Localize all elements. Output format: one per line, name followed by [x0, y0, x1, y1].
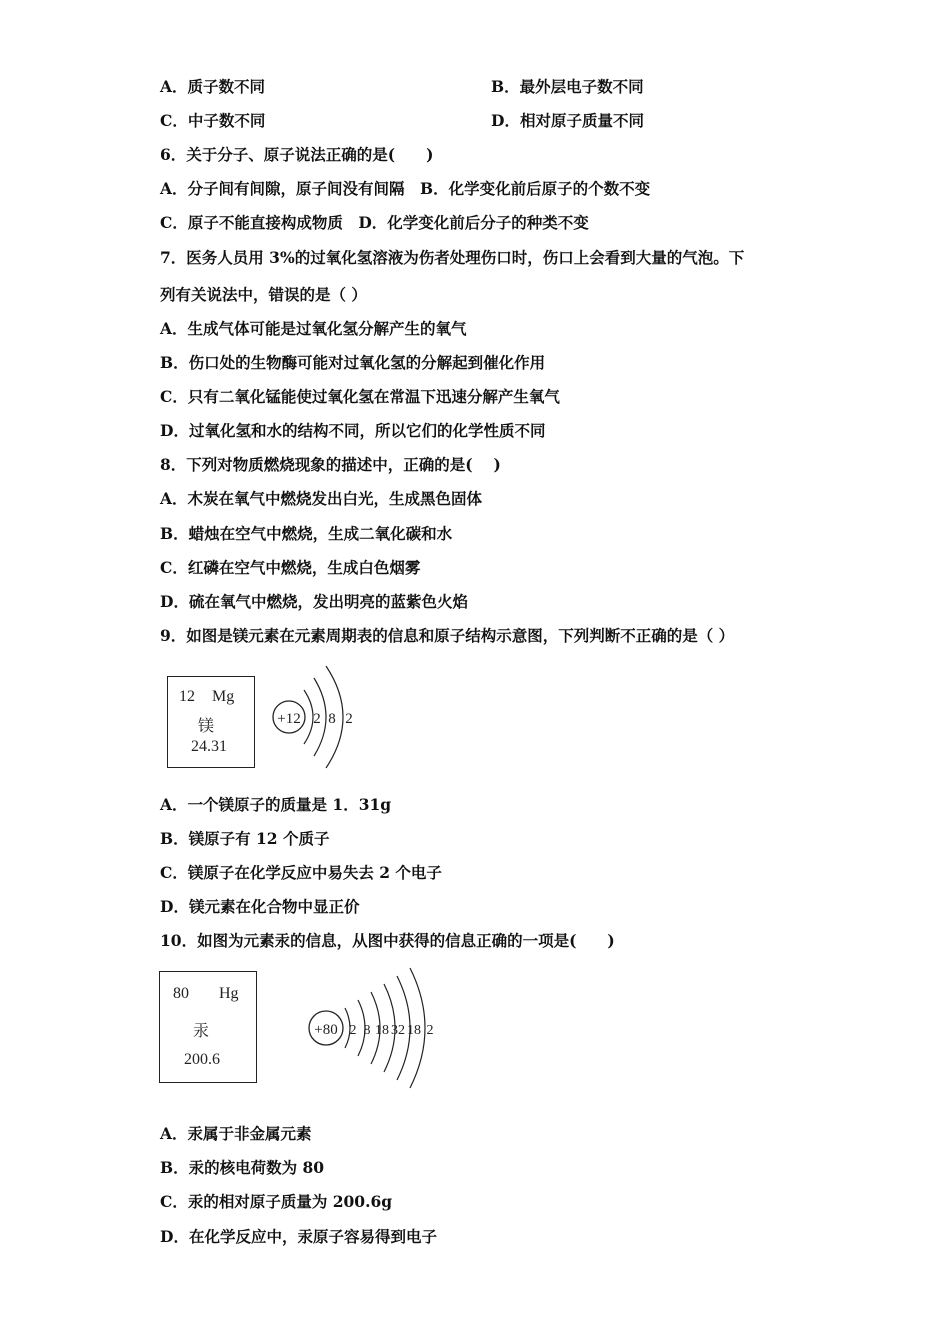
q8-option-b: B．蜡烛在空气中燃烧，生成二氧化碳和水 [160, 524, 453, 543]
mg-atom-diagram [266, 660, 376, 772]
hg-symbol: Hg [219, 985, 239, 1002]
q5-option-d: D．相对原子质量不同 [491, 111, 644, 130]
mg-atomic-number: 12 [179, 688, 195, 705]
q10-option-c: C．汞的相对原子质量为 200.6g [160, 1192, 393, 1211]
mg-shell-2-count: 8 [328, 711, 336, 727]
q10-option-a: A．汞属于非金属元素 [160, 1124, 312, 1143]
q5-option-b: B．最外层电子数不同 [491, 77, 644, 96]
q5-option-a: A．质子数不同 [160, 77, 266, 96]
hg-shell-1-count: 2 [349, 1023, 357, 1038]
hg-shell-2-count: 8 [363, 1023, 371, 1038]
hg-name: 汞 [193, 1023, 210, 1040]
q10-stem: 10．如图为元素汞的信息，从图中获得的信息正确的一项是( ) [160, 931, 615, 950]
mg-nucleus-label: +12 [277, 711, 301, 727]
q9-option-d: D．镁元素在化合物中显正价 [160, 897, 360, 916]
q9-stem: 9．如图是镁元素在元素周期表的信息和原子结构示意图，下列判断不正确的是（ ） [160, 626, 735, 645]
q8-option-c: C．红磷在空气中燃烧，生成白色烟雾 [160, 558, 421, 577]
mg-element-card [167, 676, 255, 768]
q6-stem: 6．关于分子、原子说法正确的是( ) [160, 145, 434, 164]
hg-nucleus-label: +80 [314, 1022, 338, 1038]
q7-option-b: B．伤口处的生物酶可能对过氧化氢的分解起到催化作用 [160, 353, 546, 372]
mg-shell-3-count: 2 [345, 711, 353, 727]
hg-atom-diagram [300, 962, 450, 1090]
hg-shell-4-count: 32 [391, 1023, 405, 1038]
hg-atomic-number: 80 [173, 985, 189, 1002]
q9-option-b: B．镁原子有 12 个质子 [160, 829, 330, 848]
q8-stem: 8．下列对物质燃烧现象的描述中，正确的是( ) [160, 455, 501, 474]
q9-option-a: A．一个镁原子的质量是 1．31g [160, 795, 392, 814]
mg-atomic-mass: 24.31 [191, 738, 227, 755]
q7-option-c: C．只有二氧化锰能使过氧化氢在常温下迅速分解产生氧气 [160, 387, 560, 406]
q8-option-a: A．木炭在氧气中燃烧发出白光，生成黑色固体 [160, 489, 483, 508]
q7-option-d: D．过氧化氢和水的结构不同，所以它们的化学性质不同 [160, 421, 546, 440]
hg-shell-5-count: 18 [407, 1023, 421, 1038]
q9-option-c: C．镁原子在化学反应中易失去 2 个电子 [160, 863, 442, 882]
q7-stem-line2: 列有关说法中，错误的是（ ） [160, 285, 367, 304]
hg-element-card [159, 971, 257, 1083]
hg-shell-3-count: 18 [375, 1023, 389, 1038]
hg-atomic-mass: 200.6 [184, 1051, 220, 1068]
hg-shell-6-count: 2 [426, 1023, 434, 1038]
q6-options-row1: A．分子间有间隙，原子间没有间隔 B．化学变化前后原子的个数不变 [160, 179, 651, 198]
q8-option-d: D．硫在氧气中燃烧，发出明亮的蓝紫色火焰 [160, 592, 468, 611]
q7-option-a: A．生成气体可能是过氧化氢分解产生的氧气 [160, 319, 467, 338]
q5-option-c: C．中子数不同 [160, 111, 266, 130]
mg-name: 镁 [198, 718, 215, 735]
q10-option-b: B．汞的核电荷数为 80 [160, 1158, 325, 1177]
mg-shell-1-count: 2 [313, 711, 321, 727]
mg-symbol: Mg [212, 688, 235, 705]
q6-options-row2: C．原子不能直接构成物质 D．化学变化前后分子的种类不变 [160, 213, 589, 232]
q10-option-d: D．在化学反应中，汞原子容易得到电子 [160, 1227, 437, 1246]
q7-stem-line1: 7．医务人员用 3%的过氧化氢溶液为伤者处理伤口时，伤口上会看到大量的气泡。下 [160, 248, 745, 267]
